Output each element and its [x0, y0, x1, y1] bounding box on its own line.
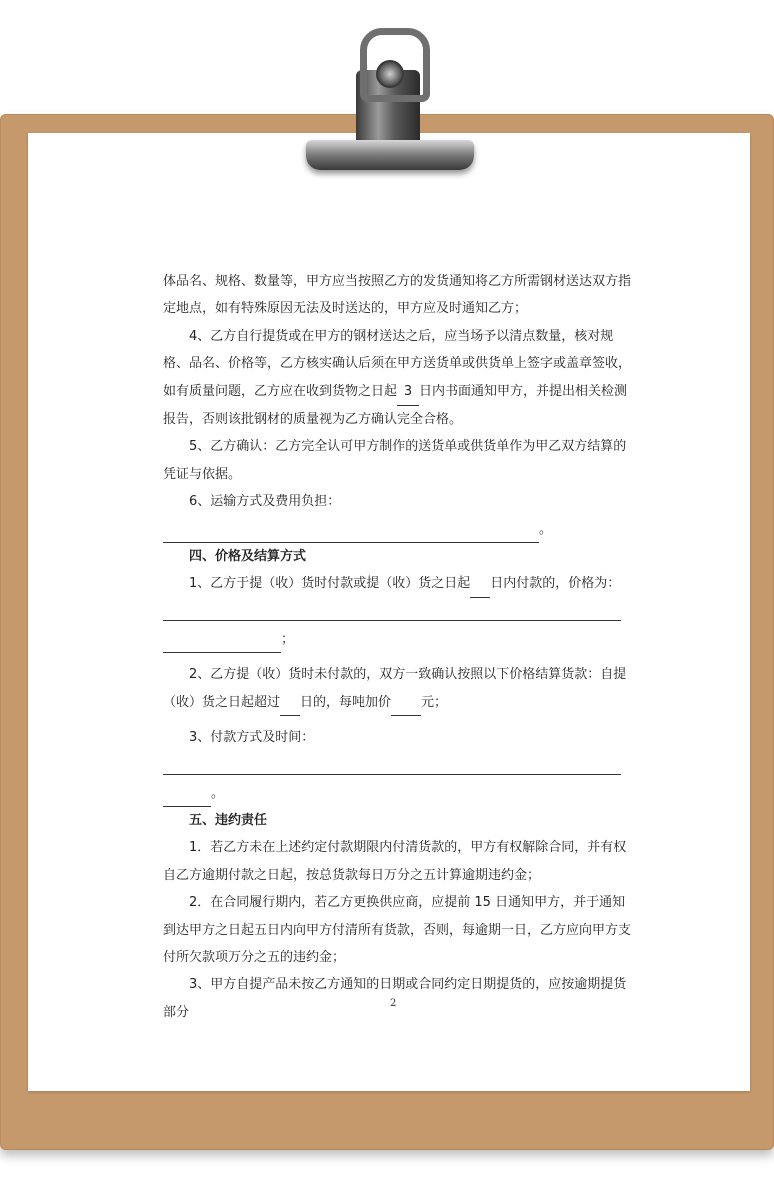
contract-text: [163, 268, 633, 1026]
binder-clip: [296, 20, 480, 180]
blank-line: 。: [163, 516, 633, 543]
section-heading: 四、价格及结算方式: [189, 549, 307, 565]
paragraph: 2．在合同履行期内，若乙方更换供应商，应提前 15 日通知甲方，并于通知到达甲方之日起五日内向甲方付清所有货款，否则，每逾期一日，乙方应向甲方支付所欠款项万分之五的违约金；: [163, 895, 632, 965]
paragraph: 1、乙方于提（收）货时付款或提（收）货之日起 日内付款的，价格为：: [163, 570, 633, 597]
blank-line: [163, 598, 621, 621]
paragraph: 6、运输方式及费用负担：: [189, 494, 341, 510]
section-heading: 五、违约责任: [189, 812, 268, 828]
page-number: 2: [390, 998, 397, 1009]
paragraph: 3、付款方式及时间：: [189, 730, 315, 746]
paragraph: 体品名、规格、数量等，甲方应当按照乙方的发货通知将乙方所需钢材送达双方指定地点，如有特殊原因无法及时送达的，甲方应及时通知乙方；: [163, 274, 632, 317]
blank-line: ；: [163, 626, 633, 653]
paragraph: 3、甲方自提产品未按乙方通知的日期或合同约定日期提货的，应按逾期提货部分: [163, 977, 627, 1020]
blank-line: 。: [163, 780, 633, 807]
blank-line: [163, 752, 621, 775]
paragraph: 5、乙方确认：乙方完全认可甲方制作的送货单或供货单作为甲乙双方结算的凭证与依据。: [163, 439, 627, 482]
paragraph: 4、乙方自行提货或在甲方的钢材送达之后，应当场予以清点数量，核对规格、品名、价格等，乙方核实确认后须在甲方送货单或供货单上签字或盖章签收，如有质量问题，乙方应在收到货物之日起 3 日内书面通知甲方，并提出相关检测报告，否则该批钢材的质量视为乙方确认完全合格。: [163, 328, 632, 428]
paragraph: 2、乙方提（收）货时未付款的，双方一致确认按照以下价格结算货款：自提（收）货之日起超过 日的，每吨加价 元；: [163, 661, 633, 716]
days-blank: 3: [397, 378, 419, 406]
paragraph: 1．若乙方未在上述约定付款期限内付清货款的，甲方有权解除合同，并有权自乙方逾期付款之日起，按总货款每日万分之五计算逾期违约金；: [163, 840, 627, 883]
